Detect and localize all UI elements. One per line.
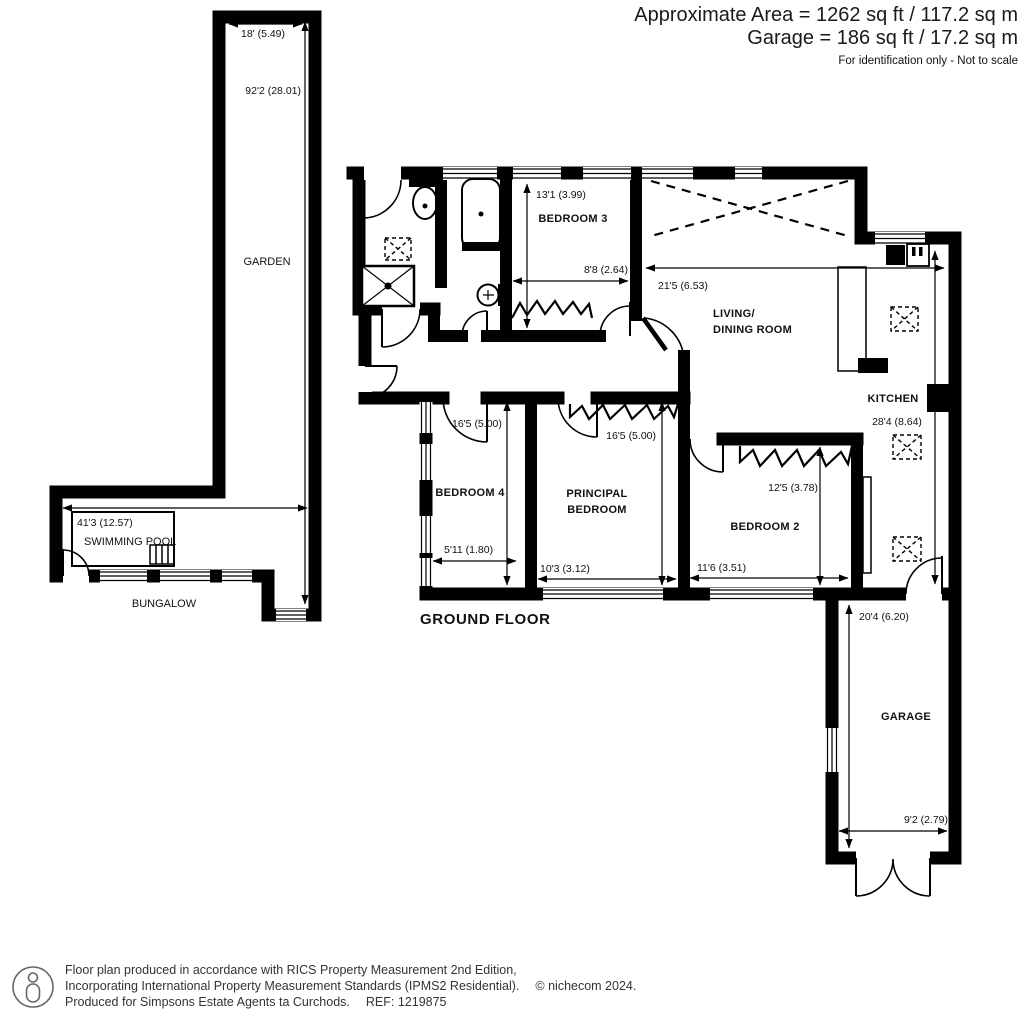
garden-width-label: 18' (5.49) <box>240 28 286 40</box>
garage-area-text: Garage = 186 sq ft / 17.2 sq m <box>747 27 1018 49</box>
bedroom2-depth-label: 12'5 (3.78) <box>768 482 818 494</box>
pool-length-label: 41'3 (12.57) <box>77 517 133 529</box>
labels <box>77 28 948 826</box>
bedroom4-width-label: 5'11 (1.80) <box>444 544 494 556</box>
principal-depth-label: 16'5 (5.00) <box>606 430 656 442</box>
bedroom3-depth-label: 13'1 (3.99) <box>536 189 586 201</box>
garden-label: GARDEN <box>243 256 291 268</box>
footer-line1: Floor plan produced in accordance with RICS Property Measurement 2nd Edition, <box>65 963 517 977</box>
kitchen-length-label: 28'4 (8.64) <box>872 416 922 428</box>
principal-label-line2: BEDROOM <box>567 504 627 516</box>
garden-length-label: 92'2 (28.01) <box>245 85 301 97</box>
vaulted-ceiling-icon <box>651 181 848 236</box>
bungalow-label: BUNGALOW <box>131 598 197 610</box>
bathtub-icon <box>462 179 502 251</box>
principal-label-line1: PRINCIPAL <box>566 488 628 500</box>
floor-title: GROUND FLOOR <box>420 611 551 628</box>
living-label-line1: LIVING/ <box>713 308 755 320</box>
bedroom4-label: BEDROOM 4 <box>435 487 505 499</box>
header <box>634 4 1018 67</box>
approximate-area-text: Approximate Area = 1262 sq ft / 117.2 sq m <box>634 4 1018 26</box>
garage-width-label: 9'2 (2.79) <box>903 814 948 826</box>
footer-line2: Incorporating International Property Measurement Standards (IPMS2 Residential). <box>65 979 520 993</box>
garage-label: GARAGE <box>880 711 932 723</box>
person-icon <box>10 962 56 1012</box>
footer-ref: REF: 1219875 <box>365 995 447 1009</box>
bedroom3-label: BEDROOM 3 <box>538 213 608 225</box>
footer-line3: Produced for Simpsons Estate Agents ta Curchods. <box>65 995 350 1009</box>
bedroom4-depth-label: 16'5 (5.00) <box>452 418 502 430</box>
living-width-label: 21'5 (6.53) <box>658 280 708 292</box>
bedroom2-width-label: 11'6 (3.51) <box>697 562 747 574</box>
main-walls <box>353 173 955 858</box>
bedroom2-label: BEDROOM 2 <box>730 521 800 533</box>
footer-line2-wrap <box>65 978 636 994</box>
principal-width-label: 10'3 (3.12) <box>540 563 590 575</box>
disclaimer-text: For identification only - Not to scale <box>838 55 1018 67</box>
footer-line3-wrap <box>65 994 636 1010</box>
basin-icon <box>478 284 500 306</box>
footer-text <box>65 962 636 1010</box>
living-label-line2: DINING ROOM <box>713 324 793 336</box>
footer-copyright: © nichecom 2024. <box>535 979 637 993</box>
kitchen-label: KITCHEN <box>867 393 919 405</box>
footer <box>10 962 636 1012</box>
garage-depth-label: 20'4 (6.20) <box>859 611 909 623</box>
pool-label: SWIMMING POOL <box>84 536 177 548</box>
kitchen-sink-icon <box>886 244 929 266</box>
bedroom3-width-label: 8'8 (2.64) <box>583 264 628 276</box>
shower-icon <box>362 266 414 306</box>
